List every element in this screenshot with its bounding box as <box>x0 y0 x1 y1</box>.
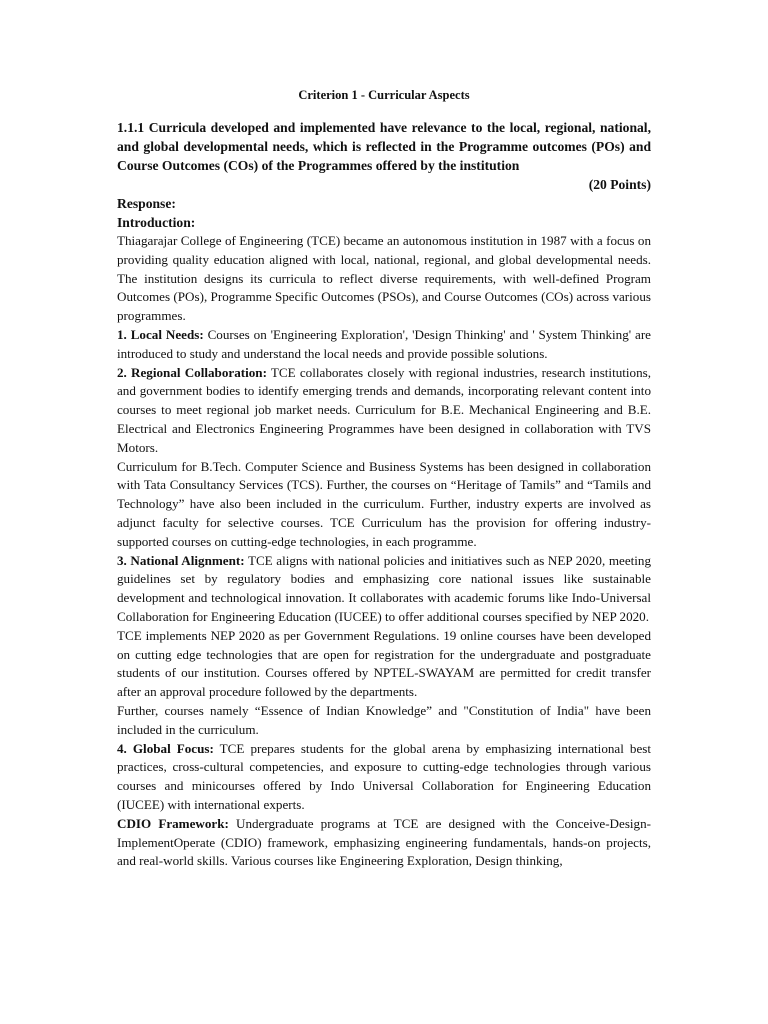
points-label: (20 Points) <box>588 177 651 192</box>
local-needs-text: Courses on 'Engineering Exploration', 'Design Thinking' and ' System Thinking' are introduced to study and understand the local needs and provide possible solutions. <box>117 326 651 361</box>
essence-paragraph: Further, courses namely “Essence of Indian Knowledge” and "Constitution of India" have been included in the curriculum. <box>117 702 651 737</box>
criterion-statement: 1.1.1 Curricula developed and implemented have relevance to the local, regional, national, and global developmental needs, which is reflected in the Programme outcomes (POs) and Course Outcomes (COs) of the Programmes offered by the institution <box>117 120 651 173</box>
intro-paragraph: Thiagarajar College of Engineering (TCE) became an autonomous institution in 1987 with a focus on providing quality education aligned with local, national, regional, and global developmental needs. The institution designs its curricula to reflect diverse requirements, with well-defined Program Outcomes (POs), Programme Specific Outcomes (PSOs), and Course Outcomes (COs) across various programmes. <box>117 233 651 324</box>
cdio-paragraph <box>117 815 651 871</box>
regional-collaboration-text: TCE collaborates closely with regional industries, research institutions, and government bodies to identify emerging trends and demands, incorporating relevant content into courses to meet regional job market needs. Curriculum for B.E. Mechanical Engineering and B.E. Electrical and Electronics Engineering Programmes have been designed in collaboration with TVS Motors. <box>117 364 651 455</box>
nep-paragraph: TCE implements NEP 2020 as per Government Regulations. 19 online courses have been developed on cutting edge technologies that are open for registration for the undergraduate and postgraduate students of our institution. Courses offered by NPTEL-SWAYAM are permitted for credit transfer after an approval procedure followed by the departments. <box>117 627 651 700</box>
response-heading: Response: <box>117 196 176 211</box>
cdio-label: CDIO Framework: <box>117 815 229 831</box>
global-focus-paragraph <box>117 740 651 815</box>
local-needs-label: 1. Local Needs: <box>117 326 204 342</box>
introduction-heading: Introduction: <box>117 215 196 230</box>
global-focus-text: TCE prepares students for the global arena by emphasizing international best practices, cross-cultural competencies, and exposure to cutting-edge technologies through various courses and minicourses offered by Indo Universal Collaboration for Engineering Education (IUCEE) with international experts. <box>117 740 651 812</box>
regional-collaboration-paragraph <box>117 364 651 458</box>
regional-collaboration-label: 2. Regional Collaboration: <box>117 364 267 380</box>
global-focus-label: 4. Global Focus: <box>117 740 214 756</box>
page-title: Criterion 1 - Curricular Aspects <box>298 88 470 102</box>
national-alignment-paragraph <box>117 552 651 627</box>
national-alignment-label: 3. National Alignment: <box>117 552 245 568</box>
btech-paragraph: Curriculum for B.Tech. Computer Science and Business Systems has been designed in collaboration with Tata Consultancy Services (TCS). Further, the courses on “Heritage of Tamils” and “Tamils and Technology” have also been included in the curriculum. Further, industry experts are involved as adjunct faculty for selective courses. TCE Curriculum has the provision for offering industry-supported courses on cutting-edge technologies, in each programme. <box>117 458 651 549</box>
local-needs-paragraph <box>117 326 651 364</box>
national-alignment-text: TCE aligns with national policies and initiatives such as NEP 2020, meeting guidelines set by regulatory bodies and emphasizing core national issues like sustainable development and technological innovation. It collaborates with academic forums like Indo-Universal Collaboration for Engineering Education (IUCEE) to offer additional courses specified by NEP 2020. <box>117 552 651 624</box>
cdio-text: Undergraduate programs at TCE are designed with the Conceive-Design-ImplementOperate (CDIO) framework, emphasizing engineering fundamentals, hands-on projects, and real-world skills. Various courses like Engineering Exploration, Design thinking, <box>117 815 652 869</box>
